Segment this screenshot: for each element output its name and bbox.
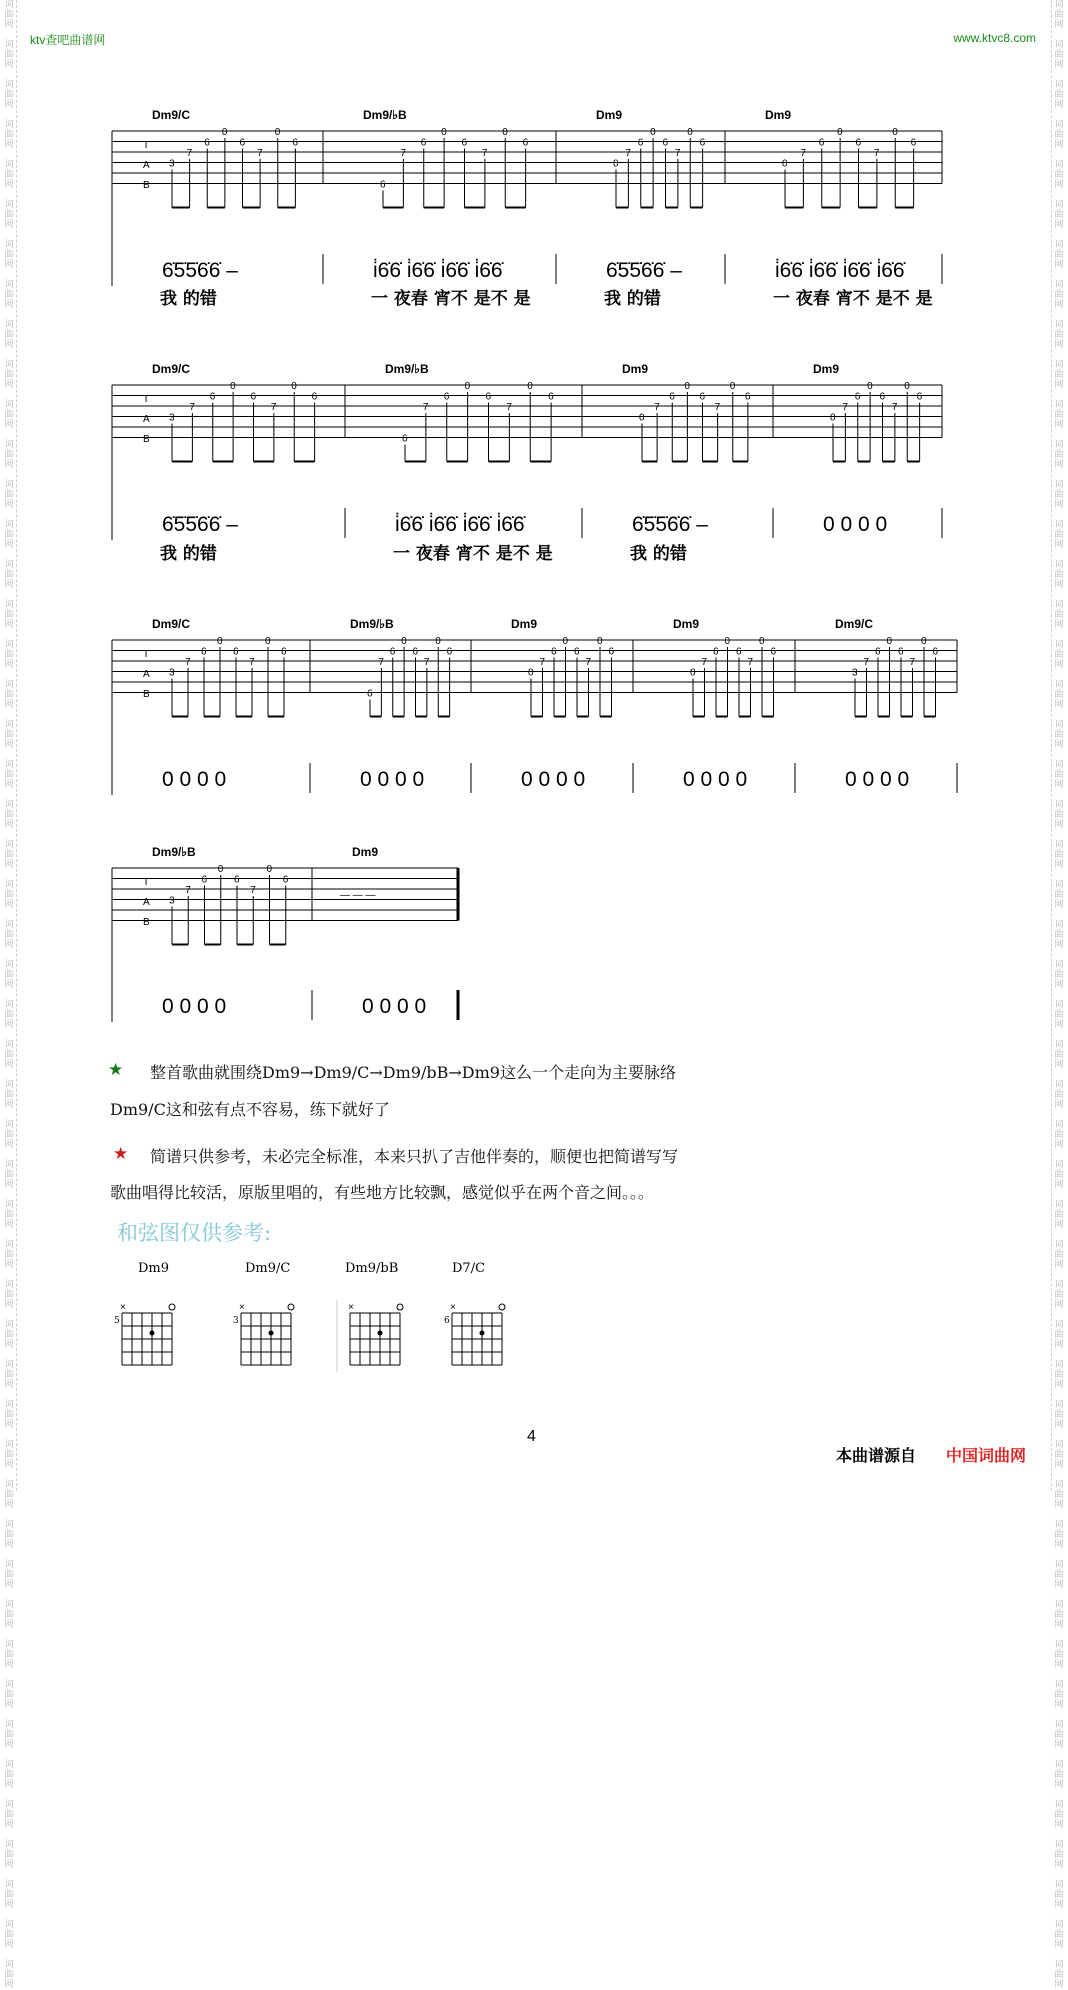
tab-fret-number: 6	[461, 137, 468, 149]
lyric-text: 一 夜春 宵不 是不 是	[773, 289, 933, 309]
tab-fret-number: 0	[892, 127, 898, 138]
tab-fret-number: 6	[637, 137, 644, 149]
lyric-text: 一 夜春 宵不 是不 是	[393, 544, 553, 564]
jianpu-notes: i̇6̇6̇ i̇6̇6̇ i̇6̇6̇ i̇6̇6̇	[395, 513, 525, 536]
tab-fret-number: 0	[562, 636, 569, 647]
chord-name: Dm9/♭B	[385, 362, 429, 376]
tab-fret-number: 6	[699, 137, 706, 149]
tab-fret-number: 6	[669, 391, 675, 403]
tab-fret-number: 0	[886, 636, 893, 647]
tab-fret-number: 7	[481, 148, 488, 159]
chord-chart-fret-number: 3	[233, 1316, 239, 1326]
tab-fret-number: 6	[239, 137, 246, 149]
muted-string-icon: ×	[120, 1302, 126, 1313]
tab-fret-number: 6	[875, 646, 881, 658]
tab-clef-label: B	[143, 180, 150, 191]
tab-fret-number: 6	[744, 391, 751, 403]
lyric-text: 我 的错	[630, 544, 687, 564]
tab-fret-number: 0	[867, 381, 873, 392]
tab-fret-number: 7	[400, 148, 406, 159]
tab-fret-number: 3	[169, 412, 175, 424]
tab-fret-number: 3	[852, 667, 858, 679]
tab-fret-number: 6	[699, 391, 706, 403]
tab-fret-number: 6	[855, 137, 862, 149]
tab-fret-number: 0	[782, 158, 788, 170]
tab-clef-label: A	[143, 897, 150, 908]
tab-fret-number: 7	[539, 657, 546, 668]
tab-fret-number: 7	[747, 657, 754, 668]
tab-fret-number: 0	[724, 636, 731, 647]
tab-fret-number: 7	[654, 402, 660, 413]
tab-fret-number: 0	[441, 127, 447, 138]
tab-fret-number: 6	[736, 646, 742, 658]
lyric-text: 我 的错	[160, 289, 217, 309]
chord-name: Dm9	[352, 845, 379, 859]
chord-name: Dm9/C	[152, 108, 191, 122]
tab-fret-number: 0	[650, 127, 656, 138]
tab-fret-number: 6	[233, 646, 239, 658]
tab-fret-number: 6	[916, 391, 923, 403]
tab-fret-number: 7	[257, 148, 263, 159]
tab-fret-number: 6	[854, 391, 861, 403]
tab-fret-number: 7	[185, 657, 191, 668]
muted-string-icon: ×	[450, 1302, 456, 1313]
jianpu-notes: 6̇5̇5̇6̇6̇ –	[162, 513, 238, 536]
tab-clef-label: T	[143, 394, 150, 405]
tab-fret-number: 6	[910, 137, 917, 149]
jianpu-notes: 0 0 0 0	[823, 513, 888, 536]
tab-fret-number: 0	[266, 864, 273, 875]
tab-fret-number: 6	[204, 137, 210, 149]
jianpu-notes: 0 0 0 0	[521, 768, 586, 791]
chord-diagram-title: 和弦图仅供参考:	[117, 1221, 272, 1245]
tab-clef-label: A	[143, 160, 150, 171]
tab-fret-number: 6	[234, 874, 240, 886]
tab-fret-number: 7	[714, 402, 721, 413]
jianpu-notes: 0 0 0 0	[845, 768, 910, 791]
chord-chart-label: Dm9/bB	[345, 1261, 399, 1276]
tab-fret-number: 7	[378, 657, 384, 668]
tab-fret-number: 0	[274, 127, 281, 138]
tab-fret-number: 7	[625, 148, 631, 159]
tab-fret-number: 6	[389, 646, 396, 658]
jianpu-notes: 6̇5̇5̇6̇6̇ –	[606, 259, 682, 282]
tab-fret-number: 7	[674, 148, 681, 159]
site-name-header: ktv查吧曲谱网	[30, 33, 106, 47]
tab-fret-number: 6	[551, 646, 557, 658]
tab-fret-number: 6	[522, 137, 529, 149]
finger-dot-icon	[480, 1331, 485, 1336]
jianpu-notes: 0 0 0 0	[362, 995, 427, 1018]
tab-fret-number: 0	[221, 127, 228, 138]
tab-fret-number: 6	[367, 688, 373, 700]
chord-name: Dm9	[511, 617, 538, 631]
tab-fret-number: 6	[443, 391, 450, 403]
tab-fret-number: 6	[548, 391, 554, 403]
tab-fret-number: 7	[270, 402, 277, 413]
chord-chart-label: D7/C	[452, 1261, 486, 1276]
note-line-3: 简谱只供参考，未必完全标准，本来只扒了吉他伴奏的，顺便也把简谱写写	[150, 1147, 679, 1166]
tab-fret-number: 6	[311, 391, 318, 403]
chord-chart-label: Dm9	[138, 1261, 170, 1276]
tab-fret-number: 6	[608, 646, 615, 658]
tab-fret-number: 6	[209, 391, 216, 403]
tab-fret-number: 0	[687, 127, 693, 138]
tab-clef-label: B	[143, 689, 150, 700]
green-star-icon: ★	[108, 1060, 124, 1079]
tab-fret-number: 7	[506, 402, 512, 413]
open-string-icon	[397, 1304, 403, 1310]
lyric-text: 一 夜春 宵不 是不 是	[371, 289, 531, 309]
tab-fret-number: 7	[186, 148, 193, 159]
tab-fret-number: 6	[420, 137, 427, 149]
tab-fret-number: 0	[613, 158, 619, 170]
tab-fret-number: 7	[701, 657, 708, 668]
chord-chart-fret-number: 5	[114, 1316, 120, 1326]
page-number: 4	[527, 1428, 536, 1445]
tab-fret-number: 0	[904, 381, 910, 392]
chord-name: Dm9	[673, 617, 700, 631]
chord-name: Dm9	[813, 362, 840, 376]
tab-fret-number: 0	[528, 667, 534, 679]
jianpu-notes: i̇6̇6̇ i̇6̇6̇ i̇6̇6̇ i̇6̇6̇	[373, 259, 503, 282]
finger-dot-icon	[378, 1331, 383, 1336]
tab-clef-label: B	[143, 917, 150, 928]
chord-name: Dm9/♭B	[152, 845, 196, 859]
tab-fret-number: 0	[291, 381, 297, 392]
tab-fret-number: 0	[921, 636, 927, 647]
chord-name: Dm9	[765, 108, 792, 122]
tab-fret-number: 3	[169, 158, 175, 170]
tab-fret-number: 6	[713, 646, 719, 658]
open-string-icon	[169, 1304, 175, 1310]
tab-fret-number: 7	[863, 657, 870, 668]
jianpu-notes: 6̇5̇5̇6̇6̇ –	[632, 513, 708, 536]
tab-fret-number: 0	[217, 636, 223, 647]
tab-fret-number: 0	[684, 381, 690, 392]
tab-fret-number: 7	[250, 885, 256, 896]
tab-clef-label: T	[143, 649, 150, 660]
jianpu-notes: 0 0 0 0	[162, 995, 227, 1018]
open-string-icon	[499, 1304, 505, 1310]
site-url-header: www.ktvc8.com	[953, 31, 1036, 45]
chord-name: Dm9/♭B	[363, 108, 407, 122]
tab-fret-number: 0	[639, 412, 645, 424]
tab-fret-number: 7	[909, 657, 916, 668]
tab-fret-number: 6	[770, 646, 777, 658]
note-line-1: 整首歌曲就围绕Dm9→Dm9/C→Dm9/bB→Dm9这么一个走向为主要脉络	[150, 1063, 676, 1082]
tab-fret-number: 6	[898, 646, 904, 658]
tab-fret-number: 6	[412, 646, 419, 658]
tab-fret-number: 7	[423, 657, 430, 668]
tab-fret-number: 6	[380, 179, 386, 191]
tab-fret-number: 6	[201, 874, 208, 886]
tab-clef-label: A	[143, 669, 150, 680]
tab-fret-number: 0	[729, 381, 736, 392]
tab-fret-number: 0	[401, 636, 407, 647]
chord-chart-label: Dm9/C	[245, 1261, 291, 1276]
tab-fret-number: 6	[250, 391, 257, 403]
tab-fret-number: 7	[422, 402, 429, 413]
tab-fret-number: 6	[662, 137, 669, 149]
finger-dot-icon	[269, 1331, 274, 1336]
chord-name: Dm9	[622, 362, 649, 376]
tab-fret-number: 0	[830, 412, 836, 424]
note-line-2: Dm9/C这和弦有点不容易，练下就好了	[110, 1100, 390, 1119]
muted-string-icon: ×	[239, 1302, 245, 1313]
tab-fret-number: 0	[464, 381, 471, 392]
tab-fret-number: 6	[818, 137, 825, 149]
tab-clef-label: B	[143, 434, 150, 445]
chord-name: Dm9/C	[835, 617, 874, 631]
jianpu-notes: 0 0 0 0	[162, 768, 227, 791]
jianpu-notes: i̇6̇6̇ i̇6̇6̇ i̇6̇6̇ i̇6̇6̇	[775, 259, 905, 282]
footer-site-name: 中国词曲网	[946, 1448, 1027, 1465]
lyric-text: 我 的错	[604, 289, 661, 309]
tab-fret-number: 0	[527, 381, 533, 392]
tab-fret-number: 3	[169, 667, 175, 679]
tab-fret-number: 3	[169, 895, 175, 907]
tab-fret-number: 0	[217, 864, 224, 875]
tab-fret-number: 7	[800, 148, 806, 159]
finger-dot-icon	[150, 1331, 155, 1336]
tab-fret-number: 7	[189, 402, 195, 413]
open-string-icon	[288, 1304, 294, 1310]
muted-string-icon: ×	[348, 1302, 354, 1313]
jianpu-notes: 0 0 0 0	[683, 768, 748, 791]
tab-clef-label: T	[143, 877, 150, 888]
tab-fret-number: 7	[185, 885, 191, 896]
hold-rest: — — —	[340, 890, 376, 901]
tab-fret-number: 6	[282, 874, 289, 886]
lyric-text: 我 的错	[160, 544, 217, 564]
tab-fret-number: 7	[585, 657, 592, 668]
watermark-strip-right: 词 曲 网 词 曲 网 词 曲 网 词 曲 网 词 曲 网 词 曲 网 词 曲 网 词 曲 网 词 曲 网 词 曲 网 词 曲 网 词 曲 网 词 曲 网 词 曲 网 词 曲 网 词 曲 网 词 曲 网 词 曲 网 词 曲 网 词 曲 网 词 曲 网 词 曲 网 词 曲 网 词 曲 网 词 曲 网 词 曲 网 词 曲 网 词 曲 网 词 曲 网 词 曲 网 词 曲 网 词 曲 网 词 曲 网 词 曲 网 词 曲 网 词 曲 网 词 曲 网 词 曲 网 词 曲 网 词 曲 网 词 曲 网 词 曲 网 词 曲 网 词 曲 网 词 曲 网 词 曲 网 词 曲 网 词 曲 网 词 曲 网 词 曲 网	[1051, 0, 1066, 1491]
footer-source-label: 本曲谱源自	[836, 1448, 917, 1465]
tab-fret-number: 0	[502, 127, 508, 138]
tab-fret-number: 6	[281, 646, 287, 658]
tab-fret-number: 6	[292, 137, 298, 149]
chord-chart-fret-number: 6	[444, 1316, 450, 1326]
tab-fret-number: 0	[265, 636, 271, 647]
tab-fret-number: 7	[891, 402, 898, 413]
tab-fret-number: 6	[446, 646, 453, 658]
jianpu-notes: 0 0 0 0	[360, 768, 425, 791]
tab-fret-number: 0	[759, 636, 765, 647]
tab-fret-number: 6	[932, 646, 939, 658]
tab-fret-number: 6	[402, 433, 408, 445]
tab-clef-label: T	[143, 140, 150, 151]
tab-fret-number: 0	[690, 667, 696, 679]
tab-fret-number: 6	[201, 646, 207, 658]
chord-name: Dm9	[596, 108, 623, 122]
tab-fret-number: 6	[485, 391, 492, 403]
watermark-strip-left: 词 曲 网 词 曲 网 词 曲 网 词 曲 网 词 曲 网 词 曲 网 词 曲 网 词 曲 网 词 曲 网 词 曲 网 词 曲 网 词 曲 网 词 曲 网 词 曲 网 词 曲 网 词 曲 网 词 曲 网 词 曲 网 词 曲 网 词 曲 网 词 曲 网 词 曲 网 词 曲 网 词 曲 网 词 曲 网 词 曲 网 词 曲 网 词 曲 网 词 曲 网 词 曲 网 词 曲 网 词 曲 网 词 曲 网 词 曲 网 词 曲 网 词 曲 网 词 曲 网 词 曲 网 词 曲 网 词 曲 网 词 曲 网 词 曲 网 词 曲 网 词 曲 网 词 曲 网 词 曲 网 词 曲 网 词 曲 网 词 曲 网 词 曲 网	[2, 0, 17, 1491]
note-line-4: 歌曲唱得比较活，原版里唱的，有些地方比较飘，感觉似乎在两个音之间。。。	[110, 1183, 655, 1202]
tab-clef-label: A	[143, 414, 150, 425]
red-star-icon: ★	[113, 1144, 129, 1163]
tab-fret-number: 7	[249, 657, 255, 668]
tab-fret-number: 7	[873, 148, 880, 159]
chord-name: Dm9/C	[152, 617, 191, 631]
tab-fret-number: 6	[574, 646, 580, 658]
tab-fret-number: 0	[837, 127, 843, 138]
chord-name: Dm9/♭B	[350, 617, 394, 631]
jianpu-notes: 6̇5̇5̇6̇6̇ –	[162, 259, 238, 282]
chord-name: Dm9/C	[152, 362, 191, 376]
tab-fret-number: 6	[879, 391, 886, 403]
tab-fret-number: 0	[597, 636, 603, 647]
tab-fret-number: 7	[842, 402, 848, 413]
tab-fret-number: 0	[435, 636, 441, 647]
tab-fret-number: 0	[230, 381, 236, 392]
